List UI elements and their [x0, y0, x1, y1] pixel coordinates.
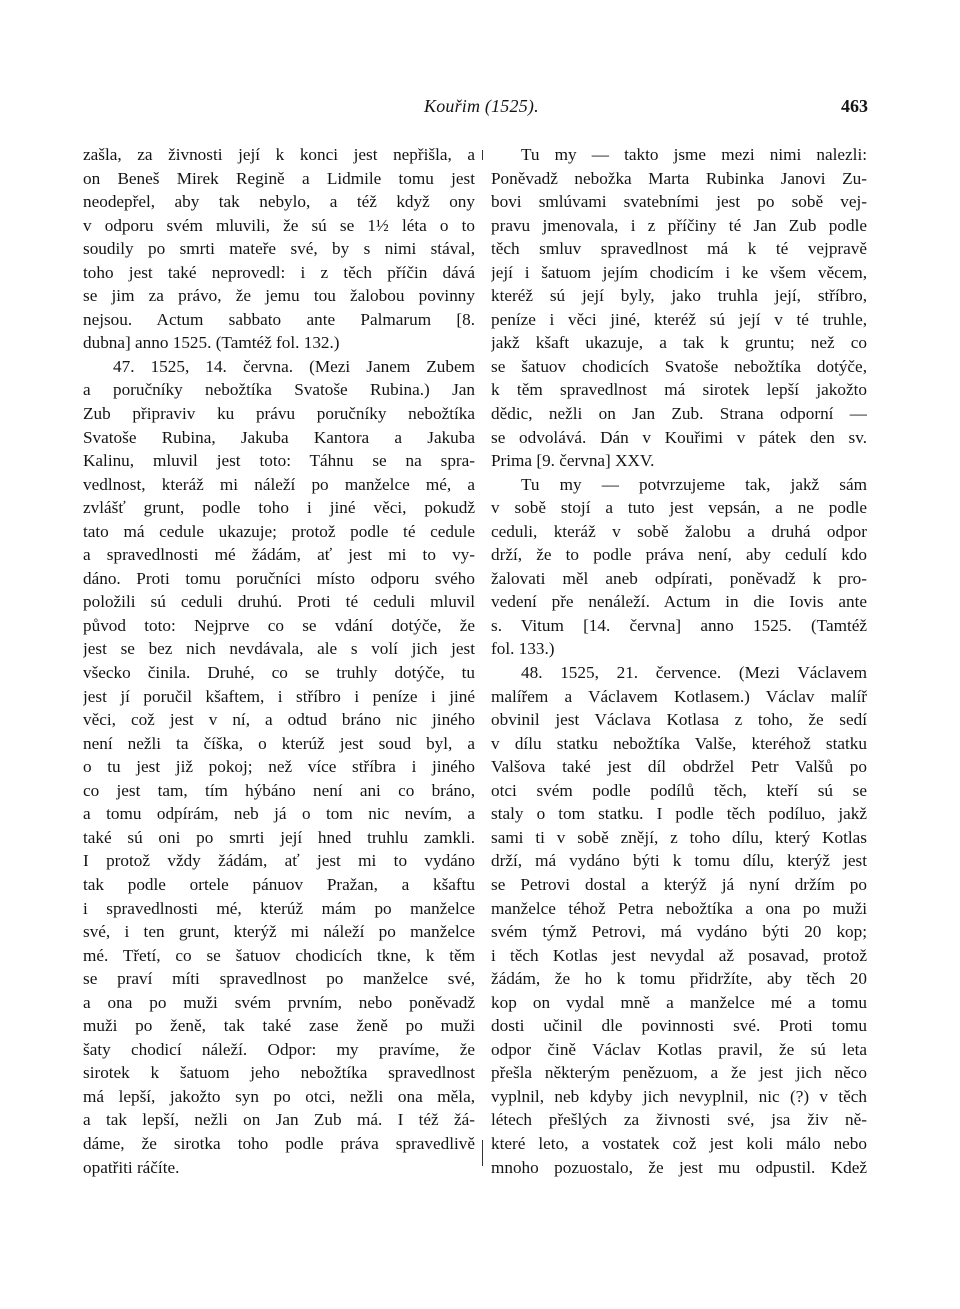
text-line: tak podle ortele pánuov Pražan, a kšaftu	[83, 874, 475, 894]
text-line: a poručníky nebožtíka Svatoše Rubina.) Jan	[83, 380, 475, 400]
text-line: také sú oni po smrti její hned truhlu zamkli.	[83, 827, 475, 847]
text-line: vedlnost, kteráž mi náleží po manželce mé, a	[83, 474, 475, 494]
column-divider-bottom	[482, 1140, 483, 1166]
text-line: toho jest také neprovedl: i z těch příčin dává	[83, 262, 475, 282]
text-line: její i šatuom jejím chodicím i ke všem věcem,	[491, 262, 867, 282]
text-line: žádám, že ho k tomu přidržíte, aby těch 20	[491, 969, 867, 989]
text-line: mé. Třetí, co se šatuov chodicích tkne, k těm	[83, 945, 475, 965]
left-column	[83, 143, 475, 1179]
text-line: neodepřel, aby tak nebylo, a též když ony	[83, 192, 475, 212]
text-line: se šatuov chodicích Svatoše nebožtíka dotýče,	[491, 356, 867, 376]
text-line: není nežli ta číška, o kterúž jest soud byl, a	[83, 733, 475, 753]
column-divider-top	[482, 150, 483, 160]
text-line: o tu jest již pokoj; než více stříbra i jiného	[83, 757, 475, 777]
text-line: a ona po muži svém prvním, nebo poněvadž	[83, 992, 475, 1012]
text-line: peníze i věci jiné, kteréž sú její v té truhle,	[491, 309, 867, 329]
right-column	[491, 143, 867, 1179]
text-line: s. Vitum [14. června] anno 1525. (Tamtéž	[491, 615, 867, 635]
text-line: zašla, za živnosti její k konci jest nepřišla, a	[83, 145, 475, 164]
text-line: věci, což jest v ní, a odtud bráno nic jiného	[83, 710, 475, 730]
text-line: tato má cedule ukazuje; protož podle té cedule	[83, 521, 475, 541]
text-line: vyplnil, neb kdyby jich nevyplnil, nic (?) v těch	[491, 1086, 867, 1106]
text-line: otci svém podle podílů těch, kteří sú se	[491, 780, 867, 800]
text-line: se jim za právo, že jemu tou žalobou povinny	[83, 286, 475, 306]
text-line: v odporu svém mluvili, že sú se 1½ léta o to	[83, 215, 475, 235]
text-line: se odvolává. Dán v Kouřimi v pátek den sv.	[491, 427, 867, 447]
text-line: ceduli, kteráž v sobě žalobu a druhá odpor	[491, 521, 867, 541]
text-line: co jest tam, tím hýbáno není ani co bráno,	[83, 780, 475, 800]
text-line: dědic, nežli on Jan Zub. Strana odporní —	[491, 404, 867, 424]
text-line: své, i ten grunt, kterýž mi náleží po manželce	[83, 922, 475, 942]
text-line: I protož vždy žádám, ať jest mi to vydáno	[83, 851, 475, 871]
text-line: položili sú ceduli druhú. Proti té ceduli mluvil	[83, 592, 475, 612]
text-line: v sobě stojí a tuto jest vepsán, a ne podle	[491, 498, 867, 518]
page-number: 463	[841, 96, 868, 116]
text-line: nejsou. Actum sabbato ante Palmarum [8.	[83, 309, 475, 329]
section-heading-48: 48. 1525, 21. července. (Mezi Václavem	[521, 663, 867, 683]
text-line: manželce téhož Petra nebožtíka a ona po muži	[491, 898, 867, 918]
text-line: dáme, že sirotka toho podle práva spravedlivě	[83, 1133, 475, 1153]
text-line: i těch Kotlas jest nevydal až posavad, protož	[491, 945, 867, 965]
text-line: bovi smlúvami svatebními jest po sobě vej-	[491, 192, 867, 212]
text-line: Valšova také jest díl obdržel Petr Valšů po	[491, 757, 867, 777]
text-line: Svatoše Rubina, Jakuba Kantora a Jakuba	[83, 427, 475, 447]
text-line: se praví míti spravedlnost po manželce své,	[83, 969, 475, 989]
text-line: má lepší, jakožto syn po otci, nežli ona měla,	[83, 1086, 475, 1106]
text-line: dubna] anno 1525. (Tamtéž fol. 132.)	[83, 333, 340, 353]
text-line: i spravedlnosti mé, kterúž mám po manželce	[83, 898, 475, 918]
text-line: pravu jmenovala, i z příčiny té Jan Zub podle	[491, 215, 867, 235]
section-heading-47: 47. 1525, 14. června. (Mezi Janem Zubem	[113, 356, 475, 376]
text-line: zvlášť grunt, podle toho i jiné věci, pokudž	[83, 498, 475, 518]
text-line: jest jí poručil kšaftem, i stříbro i peníze i jiné	[83, 686, 475, 706]
text-line: v dílu statku nebožtíka Valše, kteréhož statku	[491, 733, 867, 753]
text-line: dáno. Proti tomu poručníci místo odporu svého	[83, 568, 475, 588]
text-line: Tu my — potvrzujeme tak, jakž sám	[521, 474, 867, 494]
text-line: k těm spravedlnost má sirotek lepší jakožto	[491, 380, 867, 400]
text-line: přešla některým penězuom, a že jest jich něco	[491, 1063, 867, 1083]
text-line: kop on vydal mně a manželce mé a tomu	[491, 992, 867, 1012]
text-line: původ toto: Nejprve co se vdání dotýče, že	[83, 615, 475, 635]
text-line: Prima [9. června] XXV.	[491, 451, 655, 471]
text-line: opatřiti ráčíte.	[83, 1157, 180, 1177]
text-line: sami ti v sobě znějí, z toho dílu, který Kotlas	[491, 827, 867, 847]
text-line: Poněvadž nebožka Marta Rubinka Janovi Zu-	[491, 168, 867, 188]
text-line: šaty chodicí náleží. Odpor: my pravíme, že	[83, 1039, 475, 1059]
text-line: sirotek k šatuom jeho nebožtíka spravedlnost	[83, 1063, 475, 1083]
text-line: Zub připraviv ku právu poručníky nebožtíka	[83, 404, 475, 424]
text-line: svém týmž Petrovi, má vydáno býti 20 kop;	[491, 922, 867, 942]
text-line: obvinil jest Václava Kotlasa z toho, že sedí	[491, 710, 867, 730]
text-line: jakž kšaft ukazuje, a tak k gruntu; než co	[491, 333, 867, 353]
text-line: fol. 133.)	[491, 639, 555, 659]
text-line: mnoho pozuostalo, že jest mu odpustil. Kdež	[491, 1157, 867, 1177]
text-line: těch smluv spravedlnost má k té vejpravě	[491, 239, 867, 259]
text-line: které leto, a vostatek což jest koli málo nebo	[491, 1133, 867, 1153]
text-line: on Beneš Mirek Regině a Lidmile tomu jest	[83, 168, 475, 188]
running-head: Kouřim (1525).	[424, 96, 539, 116]
text-line: Kalinu, mluvil jest toto: Táhnu se na spra-	[83, 451, 475, 471]
text-line: staly o tom statku. I podle těch podíluo, jakž	[491, 804, 867, 824]
text-line: odpor čině Václav Kotlas pravil, že sú leta	[491, 1039, 867, 1059]
text-line: a spravedlnosti mé žádám, ať jest mi to vy-	[83, 545, 475, 565]
text-line: žalovati měl aneb odpírati, poněvadž k pro-	[491, 568, 867, 588]
text-line: a tomu odpírám, neb já o tom nic nevím, a	[83, 804, 475, 824]
text-line: se Petrovi dostal a kterýž já nyní držím po	[491, 874, 867, 894]
text-line: vedení pře nenáleží. Actum in die Iovis ante	[491, 592, 867, 612]
text-line: muži po ženě, tak také zase ženě po muži	[83, 1016, 475, 1036]
text-line: všecko činila. Druhé, co se truhly dotýče, tu	[83, 663, 475, 683]
text-line: létech přešlých za živnosti své, jsa živ ně-	[491, 1110, 867, 1130]
text-line: dosti učinil dle povinnosti své. Proti tomu	[491, 1016, 867, 1036]
page-header	[0, 96, 960, 126]
text-line: drží, má vydáno býti k tomu dílu, kterýž jest	[491, 851, 867, 871]
text-line: jest se bez nich nevdávala, ale s volí jich jest	[83, 639, 475, 659]
text-line: Tu my — takto jsme mezi nimi nalezli:	[521, 145, 867, 164]
text-line: drží, že to podle práva není, aby cedulí kdo	[491, 545, 867, 565]
text-line: malířem a Václavem Kotlasem.) Václav malíř	[491, 686, 867, 706]
text-line: a tak lepší, nežli on Jan Zub má. I též žá-	[83, 1110, 475, 1130]
text-line: kteréž sú její byly, jako truhla její, stříbro,	[491, 286, 867, 306]
text-line: soudily po smrti mateře své, by s nimi stával,	[83, 239, 475, 259]
